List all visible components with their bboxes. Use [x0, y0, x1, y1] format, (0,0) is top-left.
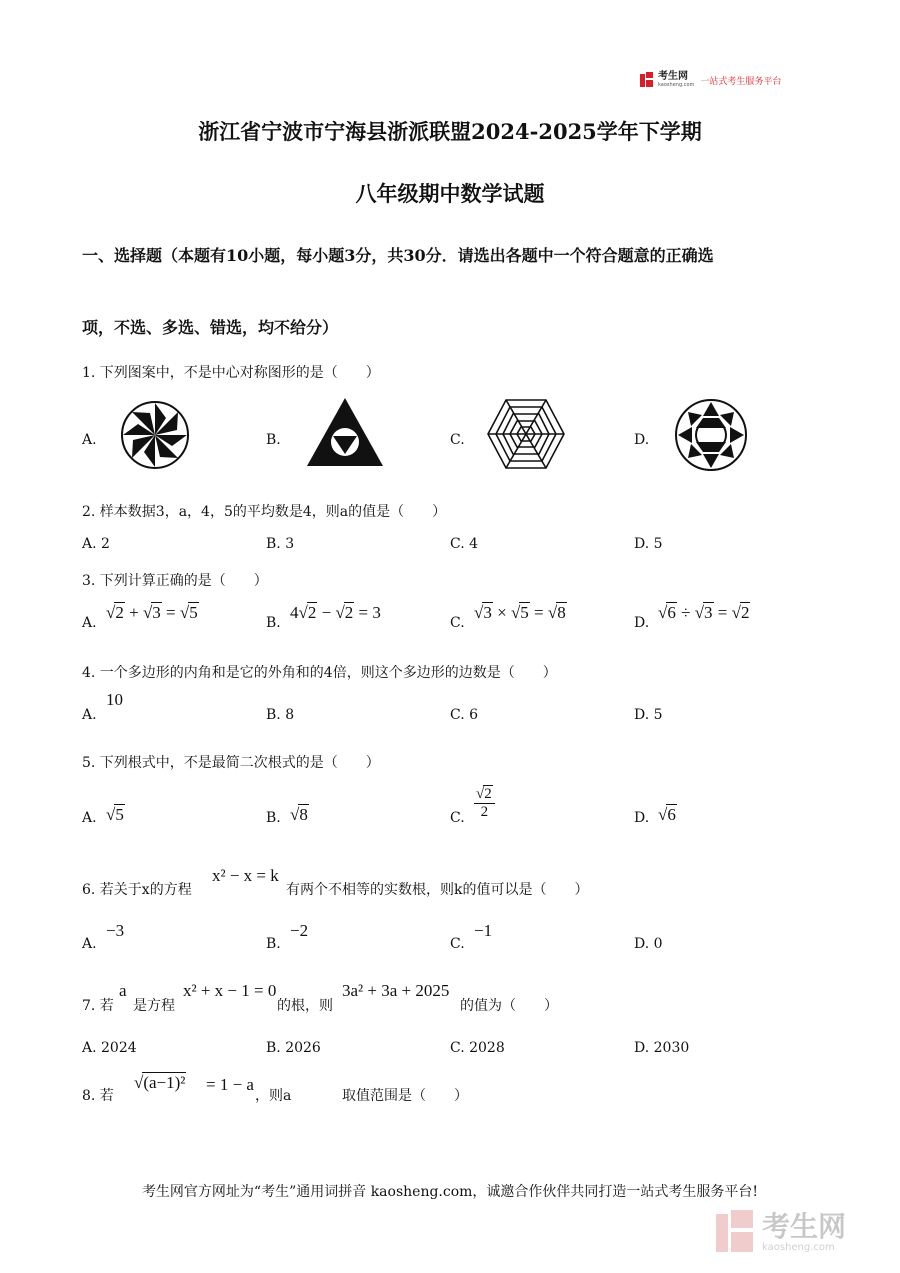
section-heading-line2: 项，不选、多选、错选，均不给分）: [82, 318, 339, 337]
pinwheel-figure: [120, 400, 190, 470]
q7-option-c: C. 2028: [450, 1040, 505, 1056]
q7-option-d: D. 2030: [634, 1040, 690, 1056]
page-footer: 考生网官方网址为“考生”通用词拼音 kaosheng.com，诚邀合作伙伴共同打造一站式考生服务平台!: [141, 1184, 759, 1200]
q2-option-b: B. 3: [266, 536, 295, 552]
q5-option-d-label: D.: [634, 810, 650, 826]
question-7-expression: 3a² + 3a + 2025: [342, 981, 450, 1000]
q6-option-d: D. 0: [634, 936, 663, 952]
ring-triangles-figure: [674, 398, 748, 472]
q5-option-b-label: B.: [266, 810, 281, 826]
q6-option-b-label: B.: [266, 936, 281, 952]
watermark: [716, 1210, 846, 1254]
q3-option-c-expression: √3 × √5 = √8: [474, 603, 566, 622]
q4-option-c: C. 6: [450, 707, 479, 723]
q3-option-b-label: B.: [266, 615, 281, 631]
q5-option-c-label: C.: [450, 810, 465, 826]
q3-option-a-expression: √2 + √3 = √5: [106, 603, 198, 622]
q2-option-a: A. 2: [82, 536, 110, 552]
logo-domain: kaosheng.com: [658, 82, 695, 88]
question-8-stem-mid: ，则a: [255, 1088, 292, 1104]
q3-option-a-label: A.: [82, 615, 97, 631]
brand-logo: [640, 72, 781, 88]
q5-option-a-label: A.: [82, 810, 97, 826]
section-heading-line1: 一、选择题（本题有10小题，每小题3分，共30分．请选出各题中一个符合题意的正确选: [82, 246, 714, 265]
question-8-stem-start: 8. 若: [82, 1088, 114, 1104]
question-4-stem: 4. 一个多边形的内角和是它的外角和的4倍，则这个多边形的边数是（ ）: [82, 665, 557, 681]
q5-option-c-fraction: $\frac{√2}{2}$: [474, 785, 495, 821]
question-2-stem: 2. 样本数据3，a，4，5的平均数是4，则a的值是（ ）: [82, 504, 447, 520]
question-5-stem: 5. 下列根式中，不是最简二次根式的是（ ）: [82, 755, 380, 771]
q1-option-d-label: D.: [634, 432, 650, 448]
watermark-name: 考生网: [762, 1209, 847, 1243]
q5-option-a-expression: √5: [106, 805, 124, 824]
q3-option-b-expression: 4√2 − √2 = 3: [290, 603, 381, 622]
page-subtitle: 八年级期中数学试题: [355, 181, 545, 206]
q5-option-b-expression: √8: [290, 805, 308, 824]
q3-option-d-label: D.: [634, 615, 650, 631]
logo-name: 考生网: [658, 71, 688, 82]
question-7-stem-start: 7. 若: [82, 998, 114, 1014]
logo-slogan: 一站式考生服务平台: [700, 76, 782, 87]
q1-option-a-label: A.: [82, 432, 97, 448]
q4-option-d: D. 5: [634, 707, 663, 723]
triangle-figure: [305, 396, 385, 468]
question-6-stem-end: 有两个不相等的实数根，则k的值可以是（ ）: [286, 882, 589, 898]
question-8-equation-rhs: = 1 − a: [206, 1075, 254, 1094]
q4-option-b: B. 8: [266, 707, 295, 723]
q2-option-d: D. 5: [634, 536, 663, 552]
question-7-variable: a: [119, 981, 127, 1000]
hexagon-web-figure: [486, 398, 566, 470]
q7-option-b: B. 2026: [266, 1040, 321, 1056]
kaosheng-logo-icon: [640, 72, 654, 88]
page-title: 浙江省宁波市宁海县浙派联盟2024-2025学年下学期: [198, 119, 702, 144]
q6-option-a-label: A.: [82, 936, 97, 952]
q2-option-c: C. 4: [450, 536, 479, 552]
question-8-stem-end: 取值范围是（ ）: [342, 1088, 468, 1104]
q5-option-d-expression: √6: [658, 805, 676, 824]
q3-option-c-label: C.: [450, 615, 465, 631]
q6-option-c-value: −1: [474, 921, 493, 940]
q6-option-b-value: −2: [290, 921, 309, 940]
q1-option-c-label: C.: [450, 432, 465, 448]
watermark-logo-icon: [716, 1210, 756, 1254]
question-8-radical: √(a−1)²: [134, 1073, 186, 1092]
question-7-stem-end: 的值为（ ）: [460, 998, 558, 1014]
q6-option-c-label: C.: [450, 936, 465, 952]
question-7-stem-mid2: 的根，则: [277, 998, 333, 1014]
q3-option-d-expression: √6 ÷ √3 = √2: [658, 603, 750, 622]
q4-option-a-value: 10: [106, 690, 123, 709]
q4-option-a-label: A.: [82, 707, 97, 723]
question-7-stem-mid: 是方程: [133, 998, 175, 1014]
q6-option-a-value: −3: [106, 921, 125, 940]
question-6-stem-start: 6. 若关于x的方程: [82, 882, 192, 898]
question-7-equation: x² + x − 1 = 0: [183, 981, 277, 1000]
question-3-stem: 3. 下列计算正确的是（ ）: [82, 573, 268, 589]
q7-option-a: A. 2024: [82, 1040, 137, 1056]
question-6-equation: x² − x = k: [212, 866, 279, 885]
question-1-stem: 1. 下列图案中，不是中心对称图形的是（ ）: [82, 365, 380, 381]
q1-option-b-label: B.: [266, 432, 281, 448]
watermark-domain: kaosheng.com: [762, 1241, 835, 1253]
